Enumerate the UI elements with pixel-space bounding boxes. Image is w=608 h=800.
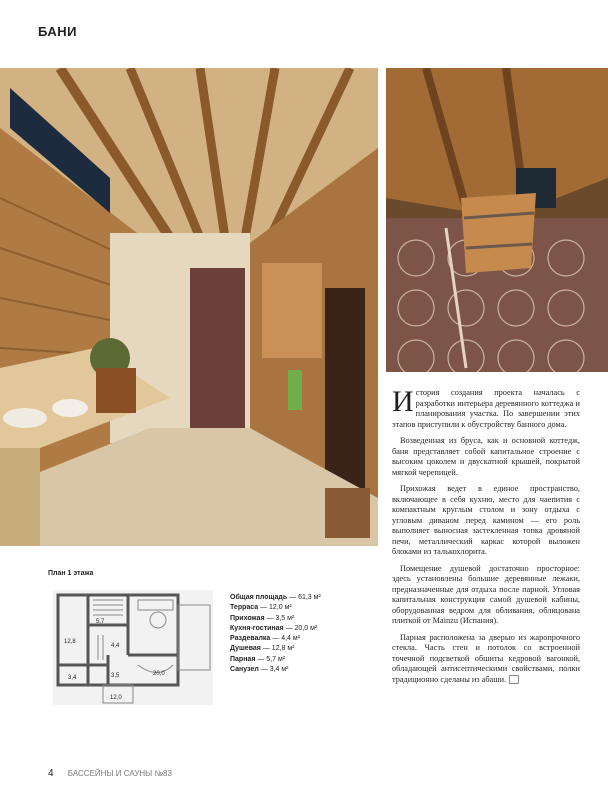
shower-bucket-photo [386,68,608,372]
article-paragraph: Прихожая ведет в единое пространство, включающее в себя кухню, место для чаепития с компактным круглым столом и зону отдыха с угловым диваном перед камином — его роль выполняет выносная застекленная топка дровяной печи, металлический каркас которой выложен блоками из талькохлорита. [392,484,580,556]
sauna-interior-photo [0,68,378,546]
page-number: 4 [48,768,54,779]
end-mark-icon [509,675,519,684]
dropcap: И [392,385,414,418]
plan-title: План 1 этажа [48,570,94,577]
spec-row: Прихожая — 3,5 м² [230,614,295,622]
article-paragraph: Помещение душевой достаточно просторное: здесь установлены большие деревянные лежаки, предназначенные для отдыха после парной. Угловая капитальная конструкция самой душевой кабины, оборудованная ведром для обливания, облицована плиткой от Mainzu (Испания). [392,563,580,625]
article-paragraph: Парная расположена за дверью из жаропрочного стекла. Часть стен и потолок со встроенной точечной подсветкой обшиты кедровой вагонкой, обладающей антисептическими свойствами, полки традиционно сделаны из абаши. [392,632,580,684]
plan-room-label: 4,4 [111,643,120,649]
plan-room-label: 3,5 [111,673,120,679]
plan-room-label: 20,0 [153,671,165,677]
plan-room-label: 12,8 [64,639,76,645]
plan-room-label: 5,7 [96,619,105,625]
magazine-title: БАССЕЙНЫ И САУНЫ №83 [67,769,172,778]
floor-plan [48,585,218,710]
plan-room-label: 3,4 [68,675,77,681]
spec-row: Кухня-гостиная — 20,0 м² [230,624,318,632]
spec-row: Санузел — 3,4 м² [230,666,289,674]
page-footer [48,768,172,779]
plan-room-label: 12,0 [110,695,122,701]
spec-row: Терраса — 12,0 м² [230,604,292,612]
spec-row: Общая площадь — 61,3 м² [230,594,321,601]
spec-row: Раздевалка — 4,4 м² [230,635,301,643]
area-specs [230,593,370,675]
spec-row: Парная — 5,7 м² [230,655,286,663]
spec-row: Душевая — 12,8 м² [230,645,295,653]
article-paragraph: История создания проекта началась с разработки интерьера деревянного коттеджа и планирования участка. По завершении этих этапов приступили к обустройству банного дома. [392,385,580,429]
article-body [392,385,580,691]
section-label: БАНИ [38,24,77,39]
article-paragraph: Возведенная из бруса, как и основной коттедж, баня представляет собой капитальное строение с высоким цоколем и двускатной крышей, покрытой мягкой черепицей. [392,436,580,477]
